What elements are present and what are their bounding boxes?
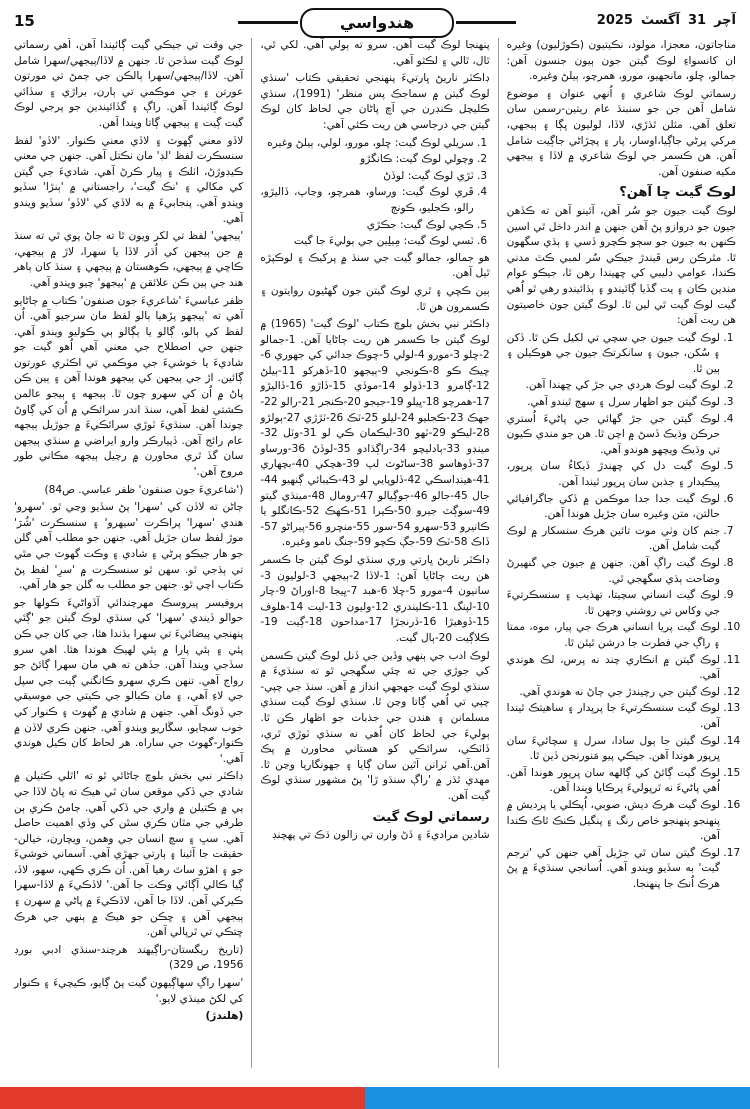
paragraph: لوڪ ادب جي ٻنهي وڏين جي ڏنل لوڪ گيتن ڪسمن کي جوڙي جي ته چئي سگهجي ٿو ته سنڌيءَ ۾ سنڌي لوڪ گيت جهجهي انداز ۾ آهن. سنڌ جي چپي-چپي تي اُهي ڳاتا وڃن ٿا. سنڌي لوڪ گيت سنڌي مسلمانن ۽ هندن جي جذبات جو اظهار ڪن ٿا. ٻوليءَ جي لحاظ کان اُهي نه سنڌي ٽوڙي ٿري، ڏاٽڪي، سرائڪي کو هستاني محاورن ۾ پڪ آهن.آهي ٽرانن آٿين سان ڳايا ۽ جهونگاريا وڃن ٿا. مهدي ٿڌر ۾ 'راڳ سنڌو ڙا' پڻ مشهور سنڌي لوڪ گيت آهن. xyxy=(260,649,490,802)
citation: ('شاعريءَ جون صنفون' ظفر عباسي. ص84) xyxy=(44,483,244,496)
list-item: 17. لوڪ گيتن سان ٿي جڙيل آهي جنهن کي 'ترجم گيت' به سڏيو ويندو آهي. اُسانجي سنڌيءَ ۾ پڻ هرڪ اُنڪ جا پنهنجا. xyxy=(507,846,720,893)
list-item: 1. لوڪ گيت جيون جي سچي تي لکيل ڪن ٿا. ڏکن ۽ سُکن، جيون ۽ سانکرتڪ جيون جي هوڪيلن ۽ ٻين ٿا. xyxy=(507,331,720,378)
right-column xyxy=(503,38,740,1068)
footer-bar xyxy=(0,1087,750,1109)
list-item: 4. لوڪ گيتن جي جڙ گهائي جي پاڻيءَ اُستري حرڪن وڌيڪ ڏسڻ ۾ اچن ٿا. هن جو مندي ڪيون تي وڌيڪ ويچهو هوندو آهي. xyxy=(507,412,720,459)
list-item: 4. ڦري لوڪ گيت: ورساو، همرچو، وڃاپ، ڏاليڙو، رالو، ڪجليو، ڪونڄ xyxy=(260,185,473,216)
page-number: 15 xyxy=(14,12,35,30)
paragraph: ڄاڻن ته لاڏن کي 'سهرا' پڻ سڏيو وڃي ٿو. 'سهرو' هندي 'سهرا' پراڪرت 'سيهرو' ۽ سنسڪرت 'شُرَ' موڙ لفظ سان جڙيل آهي. جنهن جو مطلب آهي گلن جو هار جيڪو پرڻي ۽ شادي ۽ وڪت گهوٽ جي مٿي تي ٻڌجي ٿو. سهن ٿو سنسڪرت ۾ 'سرِ' لفظ پڻ ڪتاب اچي ٿو. جنهن جو مطلب به گلن جو هار آهي. xyxy=(14,501,244,592)
footer-blue-stripe xyxy=(365,1087,750,1109)
list-item: 1. سريلي لوڪ گيت: ڇلو، مورو، لولي، ٻيلڻ وغيره xyxy=(260,136,473,152)
column-divider xyxy=(498,38,499,1068)
list-item: 16. لوڪ گيت هرڪ ديش، صوبي، اُپڪلي يا پرديش ۾ پنهنجو پنهنجو خاص رنگ ۽ پنگيل ڪنڪ ٿاڪ ڪندا آهن. xyxy=(507,798,720,845)
list-item: 2. لوڪ گيت لوڪ هردي جي جڙ کي ڇهندا آهن. xyxy=(507,378,720,394)
month: آگسٽ xyxy=(640,13,680,28)
list-item: 8. لوڪ گيت راڳ آهن. جنهن ۾ جيون جي گنهيرڻ وضاحت ٻڌي سگهجي ٿي. xyxy=(507,556,720,587)
paragraph: شادين مراديءَ ۽ ڏڻ وارن تي زالون ڌڪ تي پهچنڊ xyxy=(272,829,490,842)
footer-red-stripe xyxy=(0,1087,365,1109)
section-heading: رسماتي لوڪ گيت xyxy=(372,809,490,825)
list-item: 6. لوڪ گيت جدا جدا موڪمن ۾ ڏکي جاگرافيائي حالتن، متن وغيره سان جڙيل هوندا آهن. xyxy=(507,492,720,523)
list-item: 7. جنم کان وٺي موت تائين هرڪ سنسکار ۾ لوڪ گيت شامل آهن. xyxy=(507,524,720,555)
paragraph: ظفر عباسيءَ 'شاعريءَ جون صنفون' ڪتاب ۾ ڄاڻايو آهي ته 'ٻيجهو پڙهيا ٻالو لفظ مان سرجيو آهي. اُن لفظ کي ٻالو، ڳالو يا ٻڳالو ٻي ڪوليو ويندو آهي. جنهن جي اصطلاح جي معني آهي اُهو گيت جو شاديءَ يا خوشيءَ جي موڪمي تي اڪٽري عورتون ڳائين. اڙ جي ٻيجهن کي ٻيجهو هوندا آهن ۽ ٻين ڪن پاڻ ۾ اُن کي سهرو چون ٿا. ٻيجهه ۽ ٻيجو عالمن ڪشتي لفظ آهي، سنڌ اندر سرائڪي ۾ اُن کي ڳاوڻ چوندا آهن. سنڌيءَ ٽوڙي سرائڪيءَ ۾ جوڙيل ٻيجهه عام رائج آهن. ڏپيارڪر وارو ايراضي ۾ سنڌي ٻيجهن سان گڏ ٿري محاورن ۾ رچيل ٻيجهه مڪاني طور مروج آهن.' xyxy=(14,294,244,479)
list-item: 6. ٽسي لوڪ گيت: مِيلِين جي ٻوليءَ جا گيت xyxy=(260,234,473,250)
paragraph: هو جمالو، جمالو گيت جي سنڌ ۾ پرکيڪ ۽ لوڪپڙه ٿيل آهن. xyxy=(260,251,490,280)
paragraph: ڊاڪٽر نبي بخش بلوچ ڄاڻائي ٿو ته 'اٿلي ڪتيلن ۾ شادي جي ڏکي موقعن سان ٿي هيڪ ته پاڻ لاڏا جي ٻي ۾ ڪتيلن ۾ واري جي ڏکي آهي. ڄامڻ ڪري ٻن طرفي جي مٿان ڪري سٿن کي وڏي اهميت حاصل آهي. سڀ ۽ سچ انسان جي وهمن، ويچارن، خيالن-حقيقت جا آئينا ۽ ٻارتي جهڙي آهي. آسماني خوشيءَ جو ۽ اهڙو ساٿ رهيا آهن. اُن ڪري ڪهي، سهو، لاڏ، ڳيا ڪالي آڳائي وڪت جا آهن.' لاڏڪيءَ ۾ لاڏا-سهرا ڪيرکي آهن. لاڏا جا آهن، لاڏڪيءَ ۾ پاڻي ۾ سهرن ۽ ٻيجهي آهن ۽ ڇڪن جو هيڪ ۾ ٻنهي جي هرڪ ڇتڪي تي ٿرپالي آهن. xyxy=(14,770,244,939)
paragraph: ڊاڪٽر ناريڻ ڀارتيءَ پنهنجي تحقيقي ڪتاب 'سنڌي لوڪ گيتن ۾ سماجڪ پس منظر' (1991)، سنڌي ڪليچل ڪنڊرن جي آڇ پاڻان جي لحاظ کان لوڪ گيتن جي درجاسي هن ريت ڪئي آهي: xyxy=(260,72,490,131)
year: 2025 xyxy=(596,13,633,28)
paragraph: پروفيسر پيروسڪ مهرچندائي آڏواڻيءَ ڪولها جو حوالو ڏيندي 'سهرا' کي سنڌي لوڪ گيتن جو 'ڳئي پنهنجي پيضائيءَ تي سهرا بڌندا هئا، جي کان جي ڪن پئي ۽ ٻئي پارا ۾ ٻئي لهيڪ هوندا هئا. اهي سرو سڏجي ويندا آهن. جڏهن ته هي مان سهرا ڳائڻ جو رواج آهي. تنهن ڪري سهرو ڪانگني ڳيت جي سپل جي لاءِ آهي، ۽ مان ڪبالو جي ڪيتي جي موسيقي جي ڏونگ آهي. جنهن ۾ شادي ۾ گهوٽ ۽ ڪنوار کي خوب سڄايو، سڱاريو ويندو آهي. جنهن ڪري لاڏن ۾ ڪنوار-گهوٽ جي ساراه. هر لحاظ کان ڪيل هوندي آهي.' xyxy=(14,596,244,765)
list-item: 5. لوڪ گيت دل کي ڇهندڙ ڏيکاءُ سان پرپور، پيڪيدار ۽ جذبن سان ڀرپور ٿيندا آهن. xyxy=(507,459,720,490)
left-column xyxy=(10,38,247,1068)
paragraph: ڊاڪٽر ناريڻ ڀارتي وري سنڌي لوڪ گيتن جا ڪسمر هن ريت ڄاڻايا آهن: 1-لاڏا 2-ٻيجهي 3-لوليون 3-سانيون 4-مورو 5-ڇلا 6-هبد 7-ڀيجا 8-اوراڻ 9-چار 10-لپنگ 11-ڪليندري 12-وليون 13-ليت 14-هلوف 15-ڏوهيڙا 16-ڏرنجڙا 17-مداحون 18-ڳيت 19-ڪلاڳيت 20-ٻال گيت. xyxy=(260,554,490,644)
list-item: 2. وچولي لوڪ گيت: ڪانگڙو xyxy=(260,152,473,168)
page-header xyxy=(0,0,750,38)
paragraph: لوڪ گيت جيون جو سُر آهن، آئينو آهن ته ڪڏهن جيون جو دروازو پڻ آهن جنهن ۾ اندر داخل ٿي اسين ڪنهن به جيون جو سڄو ڪچرو ڏسي ۽ ٻڌي سگهون ٿا. مٿرڪن رس ڦيندڙ جيڪي سُر لمبي ڪٿ مدني ڪندا، عوامي دليبي کي ڇهيندا رهن ٿا، جيڪو عوام مندين ڪان ۽ يت گڏيا ڳائيندو ۽ ٻڌائيندو رهي ٿو اُهي گيت لوڪ گيت ٿي لين ٿا. لوڪ گيتن جون خاصيتون هن ريت آهن: xyxy=(506,204,736,327)
list-item: 11. لوڪ گيتن ۾ انڪاري چند نه پرس، لڪ هوندي آهي. xyxy=(507,653,720,684)
paragraph: لاڏو معني ڳهوٽ ۽ لاڏي معني ڪنوار. 'لاڏو' لفظ سنسڪرت لفظ 'لڊ' مان نڪتل آهي. جنهن جي معني ڪيڊوڙڻ، اٺلڪ ۽ پيار ڪرڻ آهي. شاديءَ جي گيتن کي مکالي ۽ 'نڪ گيت'، راجستاني ۾ 'ٻنڙا' سڏيو ويندو آهي. پنجابيءَ ۾ به لاڏي کي 'لاڏو' سڏيو ويندو آهي. xyxy=(14,134,244,225)
list-item: 14. لوڪ گيتن جا ٻول سادا، سرل ۽ سچائيءَ سان ڀرپور هوندا آهن. جيڪي پيو مَنورنجن ڏين ٿا. xyxy=(507,734,720,765)
paragraph: ٻين ڪڇي ۽ ٿري لوڪ گيتن جون گهڻيون روايتون ۽ ڪسمرون هن ٿا. xyxy=(260,284,490,313)
newspaper-masthead: هندواسي xyxy=(300,8,454,38)
categories-list xyxy=(260,136,489,250)
paragraph: جي وقت تي جيڪي گيت ڳائيندا آهن، اُهي رسماتي لوڪ گيت سڏجن ٿا. جنهن ۾ لاڏا/ٻيجهي/سهرا شامل آهن. لاڏا/ٻيجهي/سهرا ٻالڪن جي ڄمڻ تي مورتون عورتن ۽ جي موڪمي تي ٻارن، براڙي ۽ سڏائي لوڪ ڳائيندا آهن. راڳ ۽ گڏائيندين جو پرجي لوڪ گيت ڳيت ۽ ٻيجهي ڳاتا ويندا آهن. xyxy=(14,39,244,129)
section-heading: لوڪ گيت ڇا آهن؟ xyxy=(619,185,736,201)
paragraph: پنهنجا لوڪ گيت آهن. سرو ته ٻولي آهي. لکي ٿي، ٿال، ٿالي ۽ لڪثو آهي. xyxy=(260,39,490,67)
poem-quote: 'سهرا راڳ سهاڳيهون گيت پڻ ڳايو، ڪيچيءَ ۽ ڪنوار کي لکڻ مينڌي لايو.' xyxy=(14,977,244,1005)
paragraph: مناجاتون، معجزا، مولود، نڪيتيون (ڪوڙليون) وغيره ان کانسواءِ لوڪ گيتن جون ٻيون جنسون آهن: جمالو، ڇلو، مانجهيو، مورو، همرچو، ٻيلڻ وغيره. xyxy=(506,39,736,83)
weekday: آچر xyxy=(714,13,736,28)
paragraph: رسماتي لوڪ شاعري ۽ اُنهي عنوان ۽ موضوع شامل آهن جن جو سنبنڌ عام ريتين-رسمن سان تعلق آهي. مثلن ٿڌڙي، لاڏا، لوليون ڀڳا ۽ ٻيجهي، مرکي پرڻي جاڳيا،اوسار، پار ۽ پچڙاڻي جاڳيت شامل آهن. هن ڪسمر جي لوڪ شاعري ۾ لاڏا ۽ ٻيجهي مکيه صنفون آهن. xyxy=(506,87,736,178)
list-item: 10. لوڪ گيت پريا انساني هرڪ جي پيار، موه، ممتا ۽ راڳ جي فطرت جا درشن ٿيئن ٿا. xyxy=(507,620,720,651)
list-item: 15. لوڪ گيت ڳائڻ کي ڳالهه سان ڀرپور هوندا آهن. اُهي پاڻيءَ نه ٿرپوليءَ پرڪايا ويندا آهن. xyxy=(507,766,720,797)
list-item: 5. ڪچي لوڪ گيت: جڪڙي xyxy=(260,218,473,234)
list-item: 3. ٽڙي لوڪ گيت: لوڏڻ xyxy=(260,169,473,185)
list-item: 3. لوڪ گيتن جو اظهار سرل ۽ سهڄ ٿيندو آهي. xyxy=(507,395,720,411)
column-divider xyxy=(251,38,252,1068)
list-item: 9. لوڪ گيت انساني سچيتا، تهذيب ۽ سنسڪرتيءَ جي وکاس تي روشني وجهن ٿا. xyxy=(507,588,720,619)
citation: (تاريخ ريگستان-راڳيهند هرچند-سنڌي ادبي بورڊ 1956، ص 329) xyxy=(14,943,244,972)
paragraph: 'ٻيجهي' لفظ تي لکر ويون ٿا ته جاڻ پوي ٿي ته سنڌ ۾ جن ٻيجهن کي اُڌر لاڏا يا سهرا، لاڙ ۾ ٻيجهي، ڪاڇي ۾ ٻيجهي، ڪوهستان ۾ ٻيجهي ۽ سنڌ کان ٻاهر هند جي ٻين ڪن علائقن ۾ 'ٻيجهو' چيو ويندو آهي. xyxy=(14,230,244,289)
list-item: 12. لوڪ گيتن جي رچيندڙ جي ڄاڻ نه هوندي آهي. xyxy=(507,685,720,701)
paragraph: ڊاڪٽر نبي بخش بلوچ ڪتاب 'لوڪ گيت' (1965) ۾ لوڪ گيتن جا ڪسمر هن ريت ڄاڻايا آهن. 1-جمالو 2-ڇلو 3-مورو 4-لولي 5-ڇوڪ جدائي کي جهوري 6-ڇيڪ ڪو 8-ڪونجي 9-ٻيجهو 10-ڏهرکو 11-ٻيلڻ 12-ڳامرو 13-ڏولو 14-موڏي 15-ڏاڙو 16-ڏاليڙو 17-همرچو 18-ڀيلو 19-جيجو 20-ڪنجر 21-رالو 22-جهڪ 23-ڪجليو 24-ليلو 25-ٽڪ 26-ٽڙڙي 27-ٻولڙو 28-ليڪو 29-ٽهو 30-ليڪمان ڪي لو 31-وٽل 32-مينڊو 33-ٻادليچو 34-راڳڌادو 35-لوڏڻ 36-ورساو 37-ڏوهاسو 38-ساڻوٽ لپ 39-هچکي 40-بچھاري 41-هينڊاسڪي 42-ڏلوپايي لو 43-ڪيبائي ڳنھيو 44-جال 45-جالو 46-جوڳيالو 47-رومال 48-مينڌي گيتو 49-سوڳٽ جيرو 50-ڪيرا 51-ڪهڪ 52-ڪانگلو يا ڪانيرو 53-سهرو 54-سور 55-منڇرو 56-پيراڻو 57-ڏاڪ 58-ٽڪ 59-جڳ ڪچو 59-جنگ نامو وغيره. xyxy=(260,318,490,549)
day: 31 xyxy=(687,13,707,28)
article-columns xyxy=(10,38,740,1068)
features-list xyxy=(507,331,736,893)
dateline xyxy=(597,13,736,28)
continued-marker: (هلندڙ) xyxy=(205,1010,244,1023)
list-item: 13. لوڪ گيت سنسڪرتيءَ جا پرڀدار ۽ ساهيتڪ ٿيندا آهن. xyxy=(507,701,720,732)
middle-column xyxy=(256,38,493,1068)
